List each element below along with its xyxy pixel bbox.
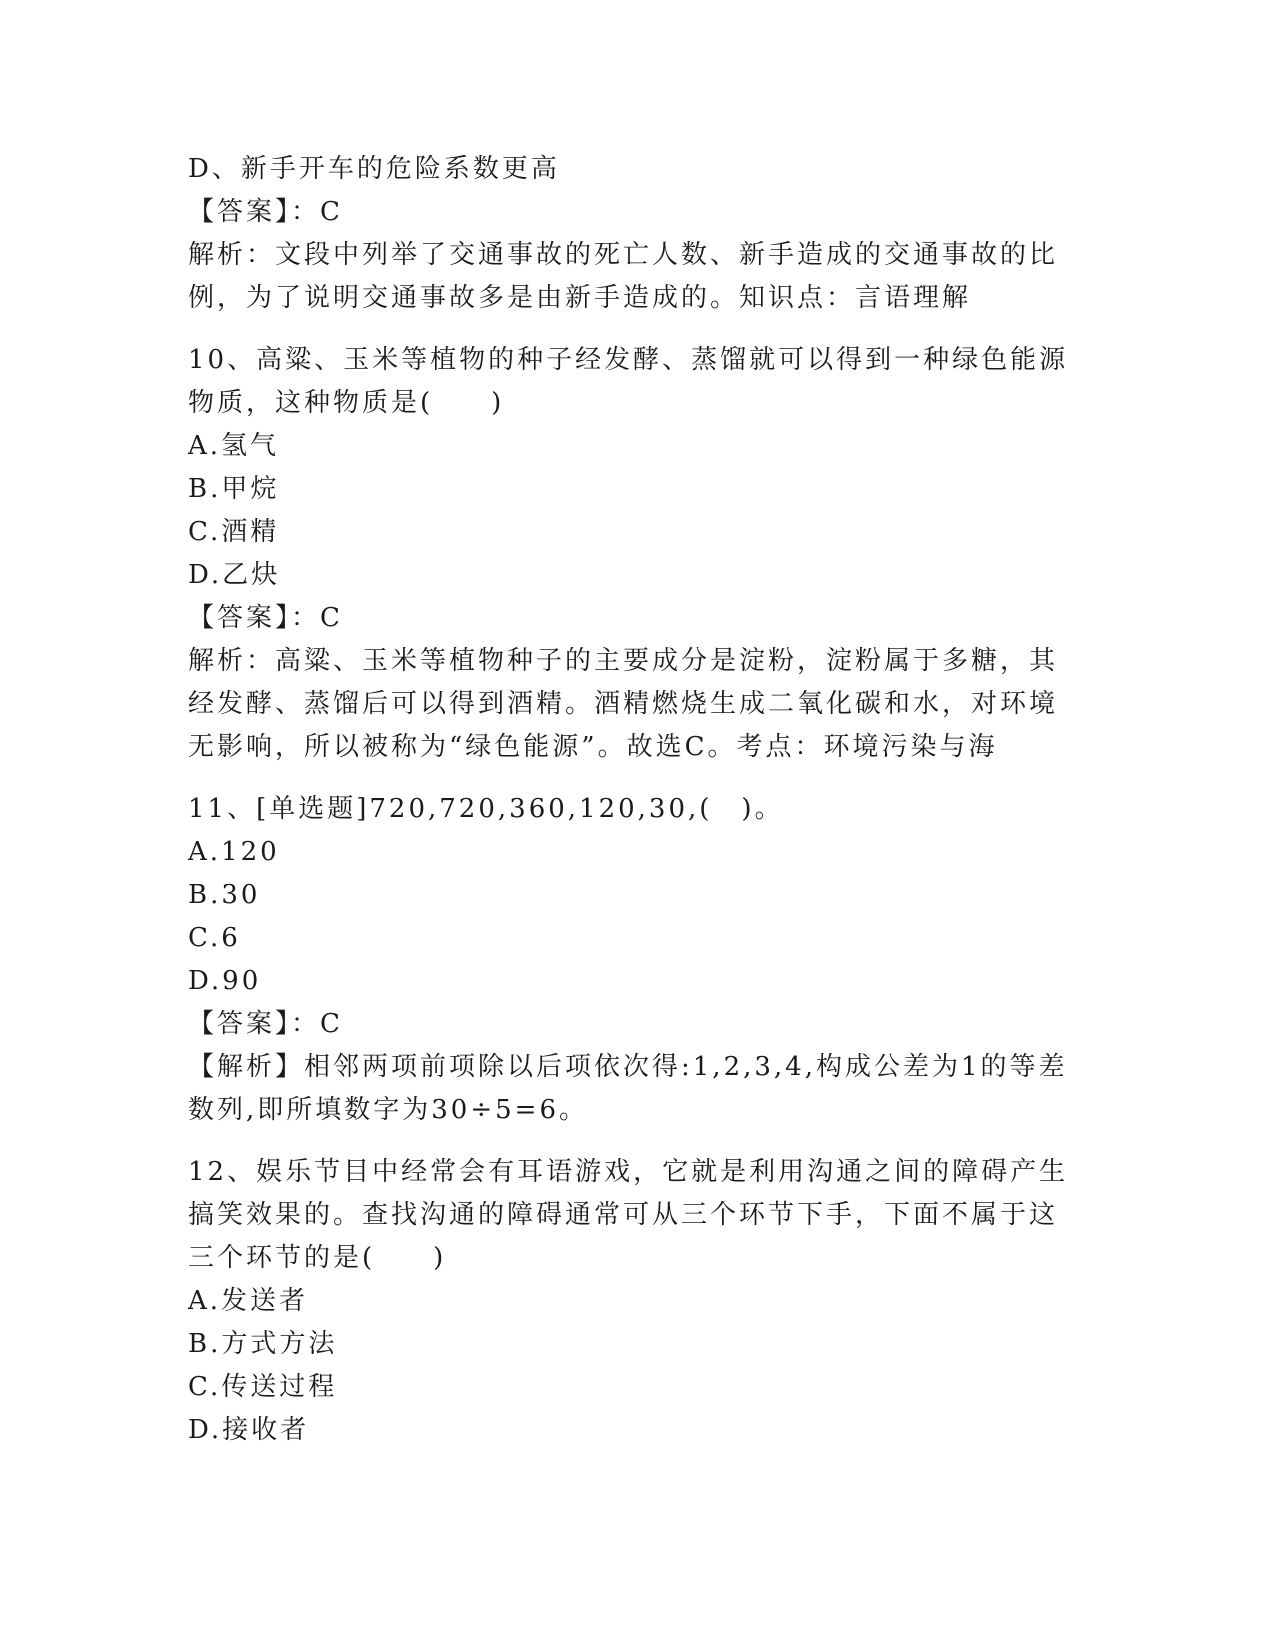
option-c: C.6	[188, 923, 241, 953]
question-text: 12、娱乐节目中经常会有耳语游戏，它就是利用沟通之间的障碍产生	[188, 1157, 1069, 1187]
option-c: C.传送过程	[188, 1372, 338, 1402]
option-b: B.方式方法	[188, 1329, 338, 1359]
answer-line: 【答案】：C	[188, 197, 343, 227]
option-a: A.氢气	[188, 431, 280, 461]
question-11	[188, 788, 1088, 1132]
explanation-line: 数列,即所填数字为30÷5=6。	[188, 1095, 589, 1125]
option-d: D.乙炔	[188, 560, 281, 590]
question-10	[188, 339, 1088, 769]
explanation-line: 无影响，所以被称为“绿色能源”。故选C。考点：环境污染与海	[188, 732, 998, 762]
option-d: D.90	[188, 966, 262, 996]
question-text: 三个环节的是( )	[188, 1243, 447, 1273]
option-c: C.酒精	[188, 517, 280, 547]
answer-line: 【答案】：C	[188, 603, 343, 633]
question-text: 11、[单选题]720,720,360,120,30,( )。	[188, 794, 784, 824]
explanation-line: 经发酵、蒸馏后可以得到酒精。酒精燃烧生成二氧化碳和水，对环境	[188, 689, 1059, 719]
question-text: 搞笑效果的。查找沟通的障碍通常可从三个环节下手，下面不属于这	[188, 1200, 1059, 1230]
explanation-line: 【解析】相邻两项前项除以后项依次得:1,2,3,4,构成公差为1的等差	[188, 1052, 1068, 1082]
option-d: D.接收者	[188, 1415, 310, 1445]
option-d: D、新手开车的危险系数更高	[188, 154, 560, 184]
option-b: B.30	[188, 880, 261, 910]
explanation-line: 例，为了说明交通事故多是由新手造成的。知识点：言语理解	[188, 283, 972, 313]
answer-line: 【答案】：C	[188, 1009, 343, 1039]
option-a: A.120	[188, 837, 280, 867]
explanation-line: 解析：文段中列举了交通事故的死亡人数、新手造成的交通事故的比	[188, 240, 1059, 270]
question-12	[188, 1151, 1088, 1452]
option-b: B.甲烷	[188, 474, 280, 504]
question-text: 10、高粱、玉米等植物的种子经发酵、蒸馏就可以得到一种绿色能源	[188, 345, 1069, 375]
option-a: A.发送者	[188, 1286, 309, 1316]
question-text: 物质，这种物质是( )	[188, 388, 505, 418]
question-9-tail	[188, 148, 1088, 320]
explanation-line: 解析：高粱、玉米等植物种子的主要成分是淀粉，淀粉属于多糖，其	[188, 646, 1059, 676]
document-content	[188, 148, 1088, 1471]
